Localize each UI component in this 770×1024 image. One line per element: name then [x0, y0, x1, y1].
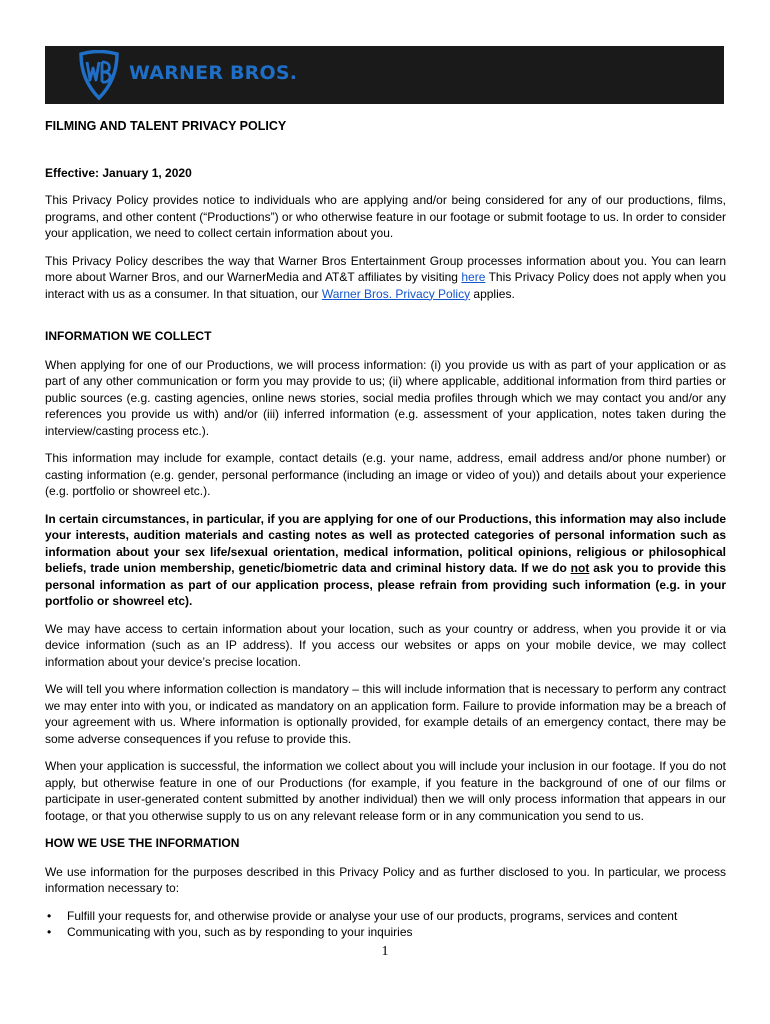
list-item-text: Fulfill your requests for, and otherwise provide or analyse your use of our products, programs, services and content — [67, 908, 678, 923]
list-item-text: Communicating with you, such as by responding to your inquiries — [67, 925, 413, 939]
collect-paragraph-2: This information may include for example, contact details (e.g. your name, address, email address and/or phone number) or casting information (e.g. gender, personal performance (including an image or video of you)) and details about your experience (e.g. portfolio or showreel etc.). — [45, 451, 726, 498]
collect-paragraph-location: We may have access to certain information about your location, such as your country or address, when you provide it or via device information (such as an IP address). If you access our websites or apps on your mobile device, we may collect information about your device’s precise location. — [45, 621, 726, 669]
effective-date: Effective: January 1, 2020 — [45, 165, 192, 180]
brand-name: WARNER BROS. — [129, 62, 298, 84]
list-item — [45, 924, 726, 941]
header-banner — [45, 46, 724, 104]
warner-privacy-policy-link[interactable]: Warner Bros. Privacy Policy — [321, 286, 471, 301]
intro-paragraph-1: This Privacy Policy provides notice to individuals who are applying and/or being considered for any of our productions, films, programs, and other content (“Productions”) or who otherwise feature in our footage or submit footage to us. In order to consider your application, we need to collect certain information about you. — [45, 193, 726, 240]
document-body — [45, 118, 726, 941]
sensitive-underlined-not: not — [570, 561, 590, 575]
sensitive-text-2: ask you to provide this personal information as part of our application process, please refrain from providing such information (e.g. in your portfolio or showreel etc). — [45, 561, 727, 608]
page-number: 1 — [381, 944, 389, 959]
intro-paragraph-2 — [45, 253, 726, 303]
collect-paragraph-mandatory: We will tell you where information collection is mandatory – this will include information that is necessary to perform any contract we may enter into with you, or indicated as mandatory on an application form. Failure to provide information may be a breach of your agreement with us. Where information is optionally provided, for example details of an emergency contact, there may be some adverse consequences if you refuse to provide this. — [45, 682, 726, 746]
intro-p2-text-2: This Privacy Policy does not apply when you interact with us as a consumer. In that situation, our — [45, 270, 726, 301]
document-title: FILMING AND TALENT PRIVACY POLICY — [45, 119, 287, 133]
sensitive-text-1: In certain circumstances, in particular, if you are applying for one of our Productions, this information may also include your interests, audition materials and casting notes as well as protected categories of personal information such as information about your sex life/sexual orientation, medical information, political opinions, religious or philosophical beliefs, trade union membership, genetic/biometric data and criminal history data. If we do — [45, 511, 726, 575]
here-link[interactable]: here — [461, 270, 486, 284]
wb-shield-logo-icon — [77, 50, 121, 102]
bullet-icon: • — [47, 908, 52, 923]
collect-paragraph-1: When applying for one of our Productions, we will process information: (i) you provide us with as part of your application or as part of any other communication or form you may provide to us; (ii) where applicable, additional information from third parties or public sources (e.g. casting agencies, online news stories, social media profiles through which we may contact you and/or any references you provide us with) and/or (iii) inferred information (e.g. assessment of your application, notes taken during the interview/casting process etc.). — [45, 357, 726, 438]
collect-paragraph-sensitive — [45, 511, 726, 610]
bullet-icon: • — [47, 925, 52, 939]
intro-p2-text-3: applies. — [470, 286, 515, 301]
use-bullet-list — [45, 908, 726, 941]
section-heading-how-we-use: HOW WE USE THE INFORMATION — [45, 836, 240, 850]
collect-paragraph-footage: When your application is successful, the information we collect about you will include your inclusion in our footage. If you do not apply, but otherwise feature in one of our Productions (for example, if you feature in the background of one of our films or participate in user-generated content submitted by another individual) then we will only process information that appears in our footage, or that you otherwise supply to us on any relevant release form or in any communication you send to us. — [45, 759, 726, 823]
use-paragraph-1: We use information for the purposes described in this Privacy Policy and as further disclosed to you. In particular, we process information necessary to: — [45, 864, 726, 895]
intro-p2-text-1: This Privacy Policy describes the way that Warner Bros Entertainment Group processes information about you. You can learn more about Warner Bros, and our WarnerMedia and AT&T affiliates by visiting — [45, 253, 726, 284]
section-heading-information-we-collect: INFORMATION WE COLLECT — [45, 329, 212, 343]
list-item — [45, 908, 726, 925]
